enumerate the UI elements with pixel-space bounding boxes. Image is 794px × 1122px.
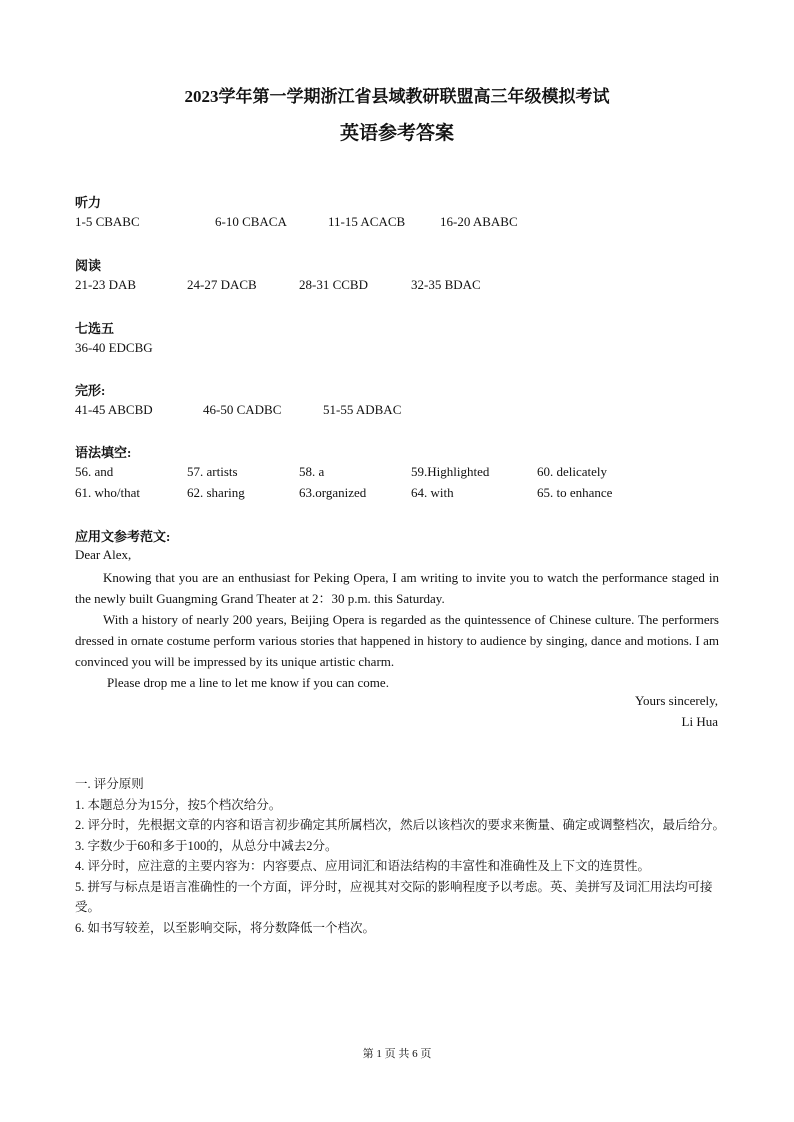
reading-answer: 28-31 CCBD [299, 277, 368, 292]
listening-heading: 听力 [75, 195, 102, 210]
reading-answer: 32-35 BDAC [411, 277, 481, 292]
reading-answer: 24-27 DACB [187, 277, 257, 292]
seven-five-answer: 36-40 EDCBG [75, 340, 153, 355]
seven-five-heading: 七选五 [75, 321, 115, 336]
letter-paragraph: With a history of nearly 200 years, Beijing Opera is regarded as the quintessence of Chinese culture. The performers dressed in ornate costume perform various stories that happened in history to audience by singing, dance and motions. I am convinced you will be impressed by its unique artistic charm. [75, 612, 719, 669]
reading-answer: 21-23 DAB [75, 277, 137, 292]
criteria-item: 4. 评分时，应注意的主要内容为：内容要点、应用词汇和语法结构的丰富性和准确性及上下文的连贯性。 [75, 859, 651, 873]
grammar-answer: 58. a [299, 464, 325, 479]
letter-salutation: Dear Alex, [75, 547, 132, 562]
page-footer: 第 1 页 共 6 页 [362, 1048, 432, 1060]
criteria-item: 6. 如书写较差，以至影响交际，将分数降低一个档次。 [75, 920, 376, 935]
listening-answer: 6-10 CBACA [215, 214, 287, 229]
grammar-answer: 56. and [75, 464, 114, 479]
writing-heading: 应用文参考范文: [75, 529, 171, 544]
grammar-answer: 64. with [411, 485, 454, 500]
cloze-answer: 46-50 CADBC [203, 402, 282, 417]
letter-paragraph: Please drop me a line to let me know if you can come. [107, 675, 389, 690]
criteria-item: 2. 评分时，先根据文章的内容和语言初步确定其所属档次，然后以该档次的要求来衡量、确定或调整档次，最后给分。 [75, 818, 726, 832]
cloze-answer: 51-55 ADBAC [323, 402, 402, 417]
criteria-item: 1. 本题总分为15分，按5个档次给分。 [75, 797, 282, 812]
criteria-heading: 一. 评分原则 [75, 777, 144, 791]
criteria-item: 5. 拼写与标点是语言准确性的一个方面，评分时，应视其对交际的影响程度予以考虑。英、美拼写及词汇用法均可接受。 [75, 879, 713, 914]
cloze-heading: 完形: [75, 383, 106, 398]
grammar-answer: 60. delicately [537, 464, 608, 479]
grammar-answer: 57. artists [187, 464, 238, 479]
letter-closing: Yours sincerely, [634, 693, 718, 708]
listening-answer: 1-5 CBABC [75, 214, 140, 229]
grammar-answer: 63.organized [299, 485, 367, 500]
page-title: 2023学年第一学期浙江省县域教研联盟高三年级模拟考试 [184, 87, 610, 106]
page-subtitle: 英语参考答案 [339, 123, 454, 144]
scoring-criteria [75, 774, 725, 938]
listening-answer: 16-20 ABABC [440, 214, 518, 229]
grammar-answer: 61. who/that [75, 485, 140, 500]
cloze-answer: 41-45 ABCBD [75, 402, 153, 417]
grammar-answer: 62. sharing [187, 485, 245, 500]
grammar-heading: 语法填空: [75, 445, 132, 460]
grammar-answer: 65. to enhance [537, 485, 613, 500]
letter-signature: Li Hua [681, 714, 718, 729]
grammar-answer: 59.Highlighted [411, 464, 490, 479]
criteria-item: 3. 字数少于60和多于100的，从总分中减去2分。 [75, 838, 338, 853]
letter-paragraph: Knowing that you are an enthusiast for Peking Opera, I am writing to invite you to watch the performance staged in the newly built Guangming Grand Theater at 2：30 p.m. this Saturday. [75, 570, 719, 606]
reading-heading: 阅读 [75, 258, 102, 273]
listening-answer: 11-15 ACACB [328, 214, 406, 229]
